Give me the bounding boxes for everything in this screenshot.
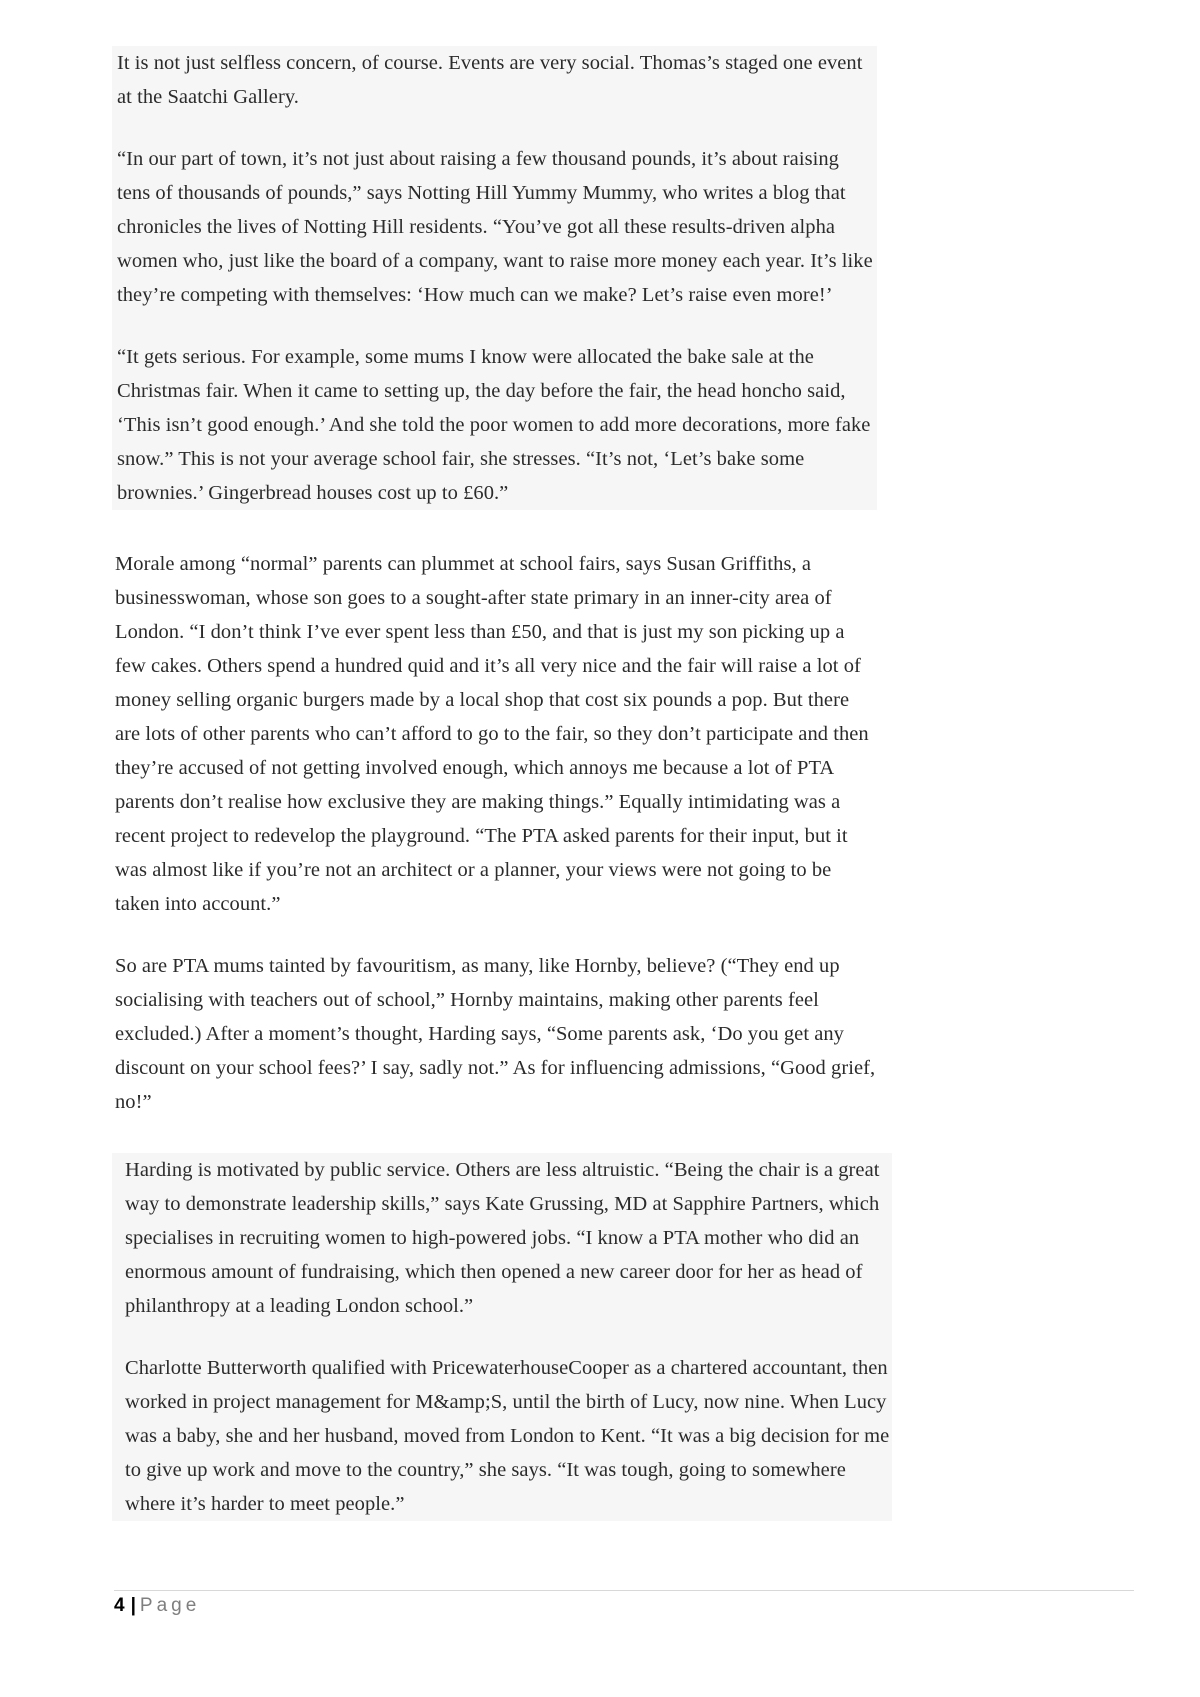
footer-separator: | [130, 1595, 136, 1616]
page-footer [114, 1590, 1134, 1625]
paragraph: “It gets serious. For example, some mums I know were allocated the bake sale at the Christmas fair. When it came to setting up, the day before the fair, the head honcho said, ‘This isn’t good enough.’ And she told the poor women to add more decorations, more fake snow.” This is not your average school fair, she stresses. “It’s not, ‘Let’s bake some brownies.’ Gingerbread houses cost up to £60.” [117, 346, 871, 504]
page-number: 4 [114, 1595, 125, 1616]
page-label: Page [139, 1595, 201, 1616]
article-block-2 [112, 547, 877, 1119]
paragraph: Harding is motivated by public service. Others are less altruistic. “Being the chair is a great way to demonstrate leadership skills,” says Kate Grussing, MD at Sapphire Partners, which specialises in recruiting women to high-powered jobs. “I know a PTA mother who did an enormous amount of fundraising, which then opened a new career door for her as head of philanthropy at a leading London school.” [125, 1159, 880, 1317]
paragraph: Charlotte Butterworth qualified with PricewaterhouseCooper as a chartered accountant, then worked in project management for M&amp;S, until the birth of Lucy, now nine. When Lucy was a baby, she and her husband, moved from London to Kent. “It was a big decision for me to give up work and move to the country,” she says. “It was tough, going to somewhere where it’s harder to meet people.” [125, 1357, 890, 1515]
article-block-1 [112, 46, 877, 510]
paragraph: So are PTA mums tainted by favouritism, as many, like Hornby, believe? (“They end up socialising with teachers out of school,” Hornby maintains, making other parents feel excluded.) After a moment’s thought, Harding says, “Some parents ask, ‘Do you get any discount on your school fees?’ I say, sadly not.” As for influencing admissions, “Good grief, no!” [115, 955, 876, 1113]
article-block-3 [112, 1153, 892, 1521]
paragraph: Morale among “normal” parents can plummet at school fairs, says Susan Griffiths, a businesswoman, whose son goes to a sought-after state primary in an inner-city area of London. “I don’t think I’ve ever spent less than £50, and that is just my son picking up a few cakes. Others spend a hundred quid and it’s all very nice and the fair will raise a lot of money selling organic burgers made by a local shop that cost six pounds a pop. But there are lots of other parents who can’t afford to go to the fair, so they don’t participate and then they’re accused of not getting involved enough, which annoys me because a lot of PTA parents don’t realise how exclusive they are making things.” Equally intimidating was a recent project to redevelop the playground. “The PTA asked parents for their input, but it was almost like if you’re not an architect or a planner, your views were not going to be taken into account.” [115, 553, 869, 915]
paragraph: “In our part of town, it’s not just about raising a few thousand pounds, it’s about raising tens of thousands of pounds,” says Notting Hill Yummy Mummy, who writes a blog that chronicles the lives of Notting Hill residents. “You’ve got all these results-driven alpha women who, just like the board of a company, want to raise more money each year. It’s like they’re competing with themselves: ‘How much can we make? Let’s raise even more!’ [117, 148, 873, 306]
paragraph: It is not just selfless concern, of course. Events are very social. Thomas’s staged one event at the Saatchi Gallery. [117, 52, 863, 108]
